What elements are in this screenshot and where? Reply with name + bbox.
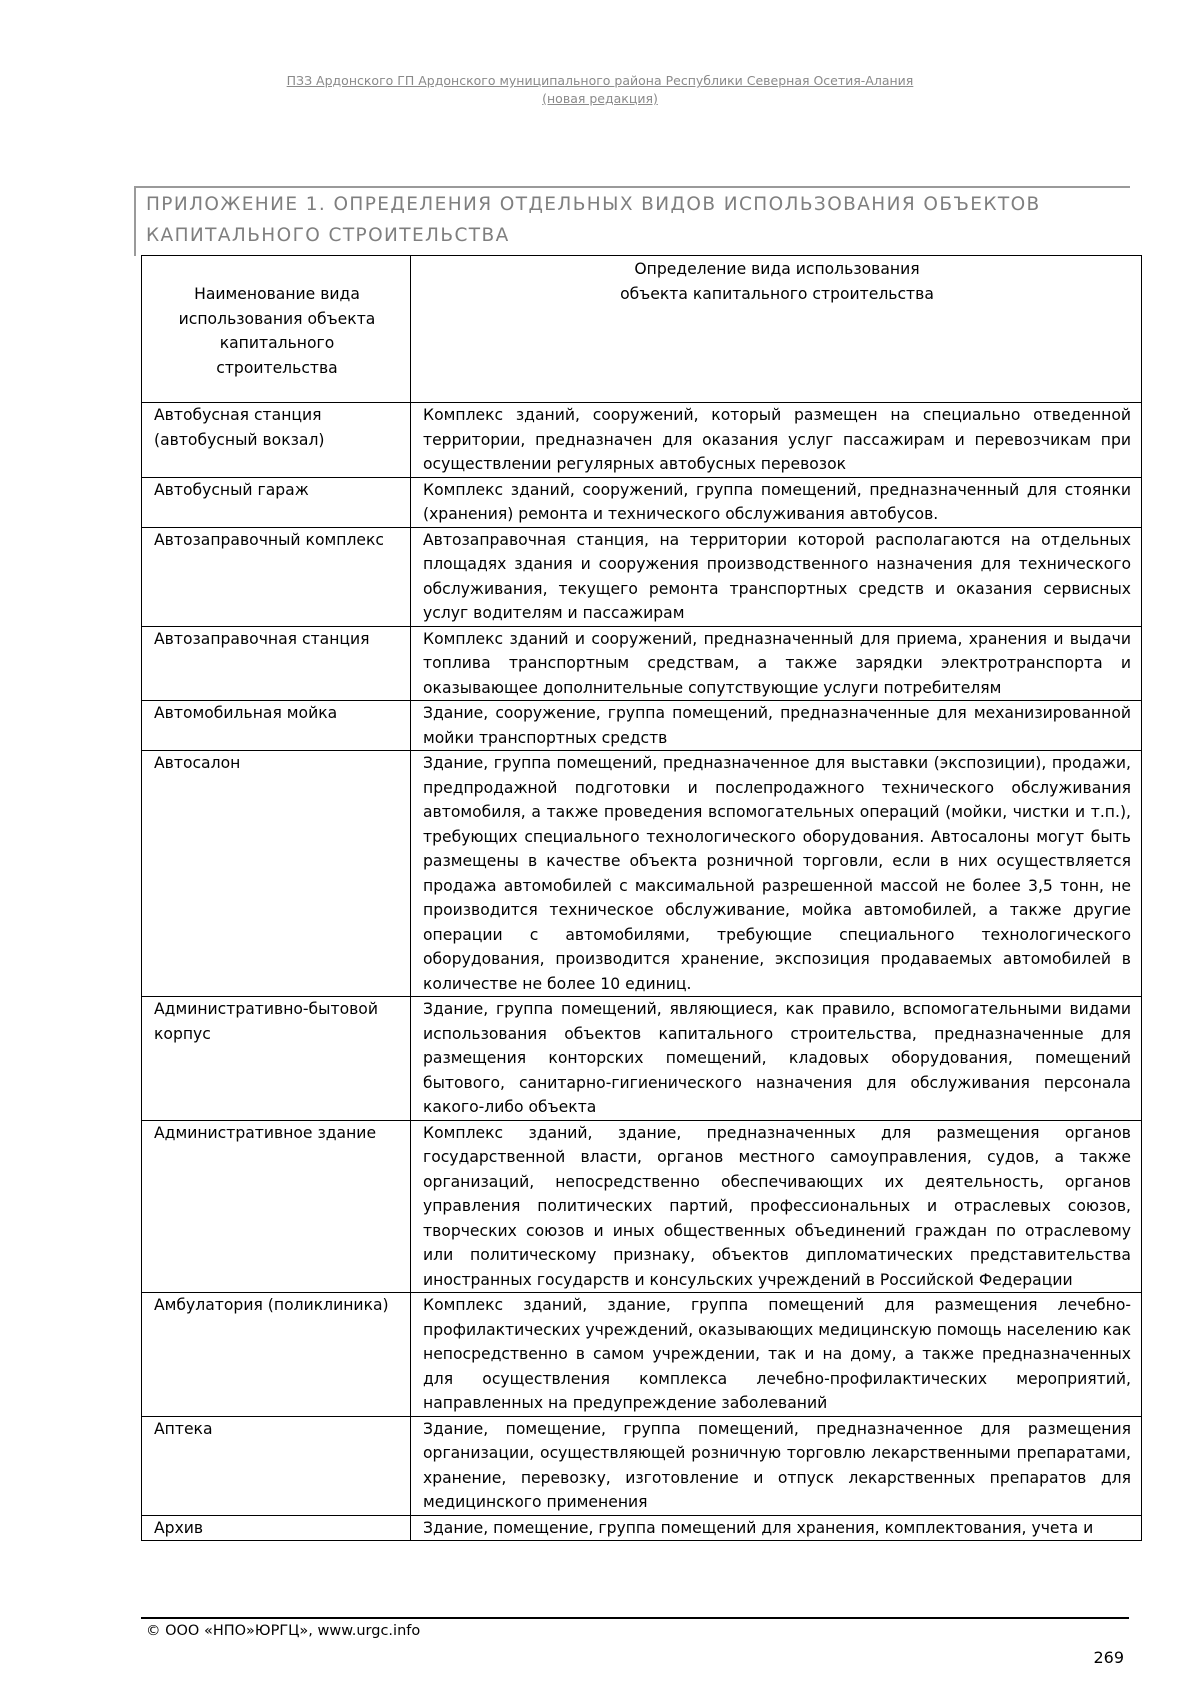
table-row bbox=[142, 1515, 1142, 1541]
definitions-table bbox=[141, 255, 1142, 1541]
table-row bbox=[142, 1416, 1142, 1515]
column-header-definition-line1: Определение вида использования bbox=[634, 260, 920, 278]
row-name: Архив bbox=[142, 1515, 411, 1541]
row-definition: Комплекс зданий, здание, группа помещений для размещения лечебно-профилактических учреждений, оказывающих медицинскую помощь населению как непосредственно в самом учреждении, так и на дому, а также предназначенных для осуществления комплекса лечебно-профилактических мероприятий, направленных на предупреждение заболеваний bbox=[411, 1293, 1142, 1417]
column-header-definition bbox=[411, 256, 1142, 403]
row-name: Автозаправочный комплекс bbox=[142, 527, 411, 626]
row-name: Автобусный гараж bbox=[142, 477, 411, 527]
appendix-title-line2: КАПИТАЛЬНОГО СТРОИТЕЛЬСТВА bbox=[146, 225, 510, 246]
copyright-text: © ООО «НПО»ЮРГЦ», www.urgc.info bbox=[146, 1623, 421, 1639]
row-name: Автосалон bbox=[142, 751, 411, 997]
row-definition: Комплекс зданий, здание, предназначенных для размещения органов государственной власти, органов местного самоуправления, судов, а также организаций, непосредственно обеспечивающих их деятельность, органов управления политических партий, профессиональных и отраслевых союзов, творческих союзов и иных общественных объединений граждан по отраслевому или политическому признаку, объектов дипломатических представительства иностранных государств и консульских учреждений в Российской Федерации bbox=[411, 1120, 1142, 1293]
column-header-name-line2: использования объекта bbox=[178, 309, 376, 328]
footer-divider bbox=[141, 1617, 1129, 1619]
document-header-line2: (новая редакция) bbox=[542, 91, 658, 106]
row-name: Административно-бытовой корпус bbox=[142, 997, 411, 1121]
table-row bbox=[142, 997, 1142, 1121]
row-name: Автобусная станция (автобусный вокзал) bbox=[142, 403, 411, 478]
column-header-name-line4: строительства bbox=[216, 358, 338, 377]
row-name: Автозаправочная станция bbox=[142, 626, 411, 701]
column-header-definition-line2: объекта капитального строительства bbox=[620, 284, 934, 303]
table-row bbox=[142, 403, 1142, 478]
row-definition: Здание, группа помещений, являющиеся, как правило, вспомогательными видами использования объектов капитального строительства, предназначенные для размещения конторских помещений, кладовых оборудования, помещений бытового, санитарно-гигиенического назначения для обслуживания персонала какого-либо объекта bbox=[411, 997, 1142, 1121]
row-definition: Здание, сооружение, группа помещений, предназначенные для механизированной мойки транспортных средств bbox=[411, 701, 1142, 751]
document-header bbox=[0, 72, 1200, 108]
table-header-row bbox=[142, 256, 1142, 403]
row-definition: Комплекс зданий и сооружений, предназначенный для приема, хранения и выдачи топлива транспортным средствам, а также зарядки электротранспорта и оказывающее дополнительные сопутствующие услуги потребителям bbox=[411, 626, 1142, 701]
row-definition: Здание, помещение, группа помещений для хранения, комплектования, учета и bbox=[411, 1515, 1142, 1541]
document-header-line1: ПЗЗ Ардонского ГП Ардонского муниципального района Республики Северная Осетия-Алания bbox=[286, 73, 914, 88]
table-row bbox=[142, 477, 1142, 527]
table-row bbox=[142, 751, 1142, 997]
row-definition: Здание, группа помещений, предназначенное для выставки (экспозиции), продажи, предпродажной подготовки и послепродажного технического обслуживания автомобиля, а также проведения вспомогательных операций (мойки, чистки и т.п.), требующих специального технологического оборудования. Автосалоны могут быть размещены в качестве объекта розничной торговли, если в них осуществляется продажа автомобилей с максимальной разрешенной массой не более 3,5 тонн, не производится техническое обслуживание, мойка автомобилей, а также другие операции с автомобилями, требующие специального технологического оборудования, производится хранение, экспозиция продаваемых автомобилей в количестве не более 10 единиц. bbox=[411, 751, 1142, 997]
appendix-title-line1: ПРИЛОЖЕНИЕ 1. ОПРЕДЕЛЕНИЯ ОТДЕЛЬНЫХ ВИДОВ ИСПОЛЬЗОВАНИЯ ОБЪЕКТОВ bbox=[146, 194, 1041, 215]
page-number: 269 bbox=[1093, 1648, 1124, 1667]
row-name: Аптека bbox=[142, 1416, 411, 1515]
row-name: Административное здание bbox=[142, 1120, 411, 1293]
row-definition: Здание, помещение, группа помещений, предназначенное для размещения организации, осуществляющей розничную торговлю лекарственными препаратами, хранение, перевозку, изготовление и отпуск лекарственных препаратов для медицинского применения bbox=[411, 1416, 1142, 1515]
table-row bbox=[142, 527, 1142, 626]
column-header-name-line1: Наименование вида bbox=[194, 285, 360, 303]
row-definition: Комплекс зданий, сооружений, группа помещений, предназначенный для стоянки (хранения) ремонта и технического обслуживания автобусов. bbox=[411, 477, 1142, 527]
row-name: Амбулатория (поликлиника) bbox=[142, 1293, 411, 1417]
column-header-name-line3: капитального bbox=[219, 334, 335, 352]
row-definition: Комплекс зданий, сооружений, который размещен на специально отведенной территории, предназначен для оказания услуг пассажирам и перевозчикам при осуществлении регулярных автобусных перевозок bbox=[411, 403, 1142, 478]
table-row bbox=[142, 1120, 1142, 1293]
table-row bbox=[142, 701, 1142, 751]
row-name: Автомобильная мойка bbox=[142, 701, 411, 751]
row-definition: Автозаправочная станция, на территории которой располагаются на отдельных площадях здания и сооружения производственного назначения для технического обслуживания, текущего ремонта транспортных средств и оказания сервисных услуг водителям и пассажирам bbox=[411, 527, 1142, 626]
appendix-title bbox=[134, 186, 1130, 256]
table-row bbox=[142, 1293, 1142, 1417]
table-row bbox=[142, 626, 1142, 701]
column-header-name bbox=[142, 256, 411, 403]
